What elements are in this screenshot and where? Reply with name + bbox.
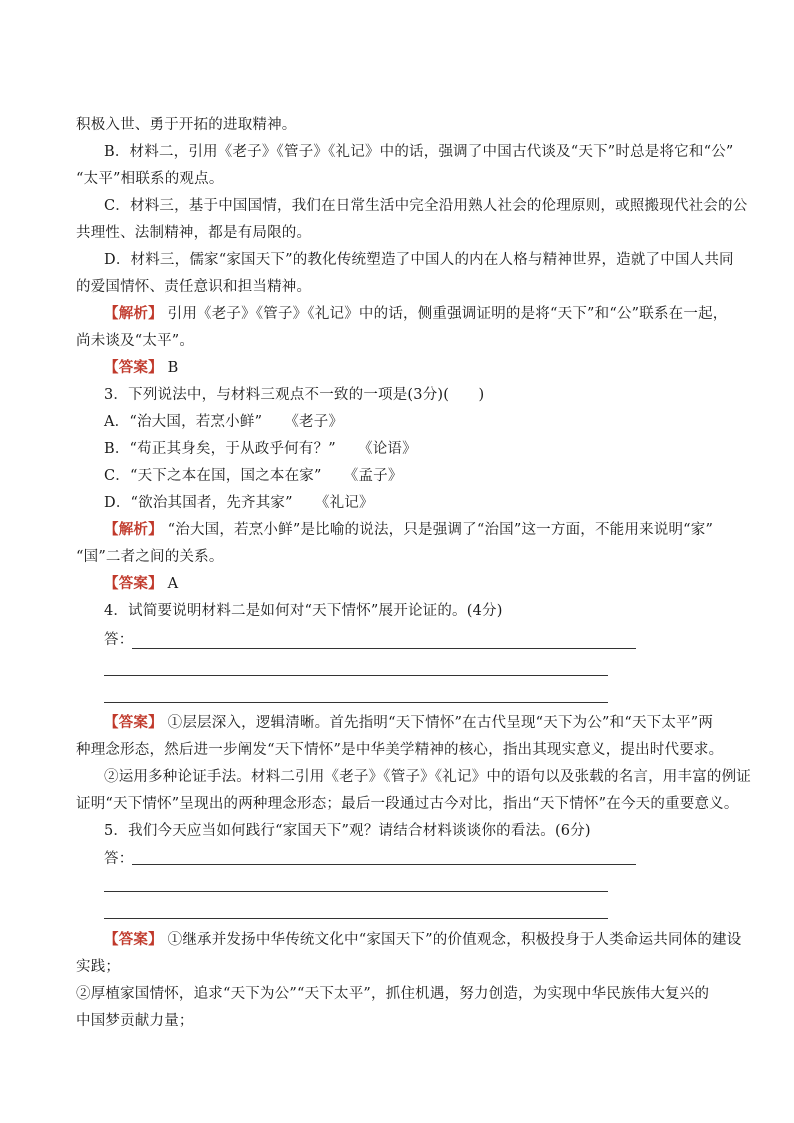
- answer-tag: 【答案】: [104, 931, 163, 948]
- answer-value: B: [167, 360, 179, 376]
- q3-option-d: D．“欲治其国者，先齐其家” 《礼记》: [104, 495, 374, 511]
- q5-answer-prompt: 答：: [104, 851, 134, 867]
- analysis-text: “治大国，若烹小鲜”是比喻的说法，只是强调了“治国”这一方面，不能用来说明“家”: [167, 522, 714, 538]
- analysis-tag: 【解析】: [104, 305, 163, 322]
- answer-line: [104, 359, 178, 377]
- q4-answer-rule-2[interactable]: [104, 675, 608, 676]
- question-4-stem: 4．试简要说明材料二是如何对“天下情怀”展开论证的。(4分): [104, 603, 503, 619]
- q5-answer-rule-2[interactable]: [104, 891, 608, 892]
- answer-text: ①层层深入，逻辑清晰。首先指明“天下情怀”在古代呈现“天下为公”和“天下太平”两: [167, 715, 714, 731]
- q3-option-c: C．“天下之本在国，国之本在家” 《孟子》: [104, 468, 403, 484]
- q5-answer-line1: [104, 931, 741, 949]
- answer-text: ①继承并发扬中华传统文化中“家国天下”的价值观念，积极投身于人类命运共同体的建设: [167, 932, 742, 948]
- option-d-line1: D．材料三，儒家“家国天下”的教化传统塑造了中国人的内在人格与精神世界，造就了中国人共同: [104, 252, 734, 268]
- q3-analysis-line2: “国”二者之间的关系。: [76, 549, 224, 565]
- q4-answer-line4: 证明“天下情怀”呈现出的两种理念形态；最后一段通过古今对比，指出“天下情怀”在今天的重要意义。: [76, 796, 739, 812]
- option-b-line1: B．材料二，引用《老子》《管子》《礼记》中的话，强调了中国古代谈及“天下”时总是将它和“公”: [104, 144, 734, 160]
- q4-answer-line1: [104, 714, 713, 732]
- q4-answer-prompt: 答：: [104, 632, 134, 648]
- answer-tag: 【答案】: [104, 575, 163, 592]
- analysis-line1: [104, 305, 727, 323]
- q3-analysis-line1: [104, 521, 713, 539]
- analysis-text: 引用《老子》《管子》《礼记》中的话，侧重强调证明的是将“天下”和“公”联系在一起，: [167, 306, 728, 322]
- analysis-line2: 尚未谈及“太平”。: [76, 333, 195, 349]
- option-b-line2: “太平”相联系的观点。: [76, 171, 224, 187]
- question-3-stem: 3．下列说法中，与材料三观点不一致的一项是(3分)( ): [104, 387, 485, 403]
- q3-answer-line: [104, 575, 178, 593]
- q4-answer-line2: 种理念形态，然后进一步阐发“天下情怀”是中华美学精神的核心，指出其现实意义，提出时代要求。: [76, 742, 724, 758]
- q4-answer-rule-1[interactable]: [132, 648, 636, 649]
- q4-answer-rule-3[interactable]: [104, 702, 608, 703]
- q4-answer-line3: ②运用多种论证手法。材料二引用《老子》《管子》《礼记》中的语句以及张载的名言，用丰富的例证: [104, 769, 751, 785]
- option-c-line1: C．材料三，基于中国国情，我们在日常生活中完全沿用熟人社会的伦理原则，或照搬现代社会的公: [104, 198, 748, 214]
- q5-answer-rule-3[interactable]: [104, 918, 608, 919]
- analysis-tag: 【解析】: [104, 521, 163, 538]
- question-5-stem: 5．我们今天应当如何践行“家国天下”观？请结合材料谈谈你的看法。(6分): [104, 823, 591, 839]
- q5-answer-line3: ②厚植家国情怀，追求“天下为公”“天下太平”，抓住机遇，努力创造，为实现中华民族伟大复兴的: [76, 986, 710, 1002]
- q3-option-a: A．“治大国，若烹小鲜” 《老子》: [104, 414, 344, 430]
- answer-tag: 【答案】: [104, 714, 163, 731]
- answer-tag: 【答案】: [104, 359, 163, 376]
- answer-value: A: [167, 576, 179, 592]
- paragraph-line: 积极入世、勇于开拓的进取精神。: [76, 117, 297, 133]
- q5-answer-line2: 实践；: [76, 959, 121, 975]
- q5-answer-line4: 中国梦贡献力量；: [76, 1013, 194, 1029]
- option-c-line2: 共理性、法制精神，都是有局限的。: [76, 225, 312, 241]
- q5-answer-rule-1[interactable]: [132, 864, 636, 865]
- option-d-line2: 的爱国情怀、责任意识和担当精神。: [76, 279, 312, 295]
- q3-option-b: B．“苟正其身矣，于从政乎何有？” 《论语》: [104, 441, 417, 457]
